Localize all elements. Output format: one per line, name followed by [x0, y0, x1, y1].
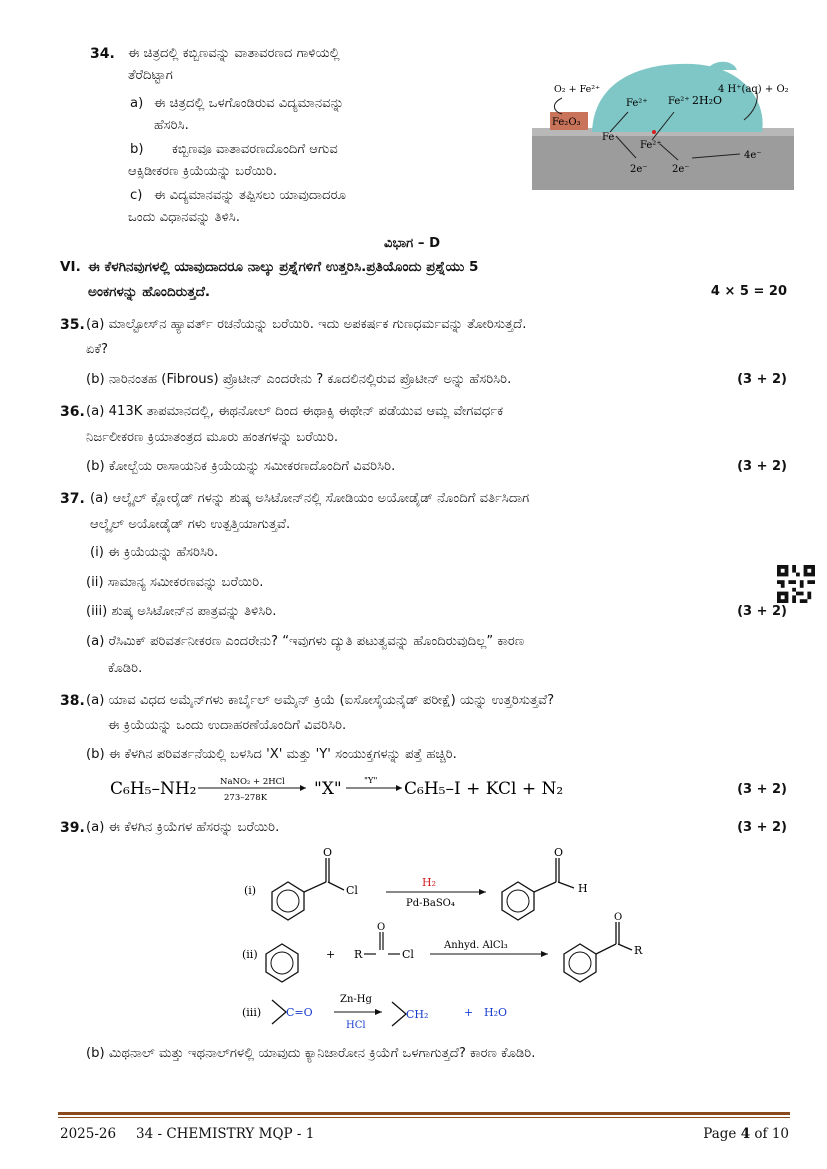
h-o2-label: 4 H⁺(aq) + O₂	[718, 84, 789, 95]
corrosion-figure	[532, 40, 794, 190]
q36-a-line1: (a) 413K ತಾಪಮಾನದಲ್ಲಿ, ಈಥನೋಲ್ ದಿಂದ ಈಥಾಕ್ಸಿ ಈಥೇನ್ ಪಡೆಯುವ ಆಮ್ಲ ವೇಗವರ್ಧಕ	[86, 404, 504, 419]
q37-iii: (iii) ಶುಷ್ಕ ಅಸಿಟೋನ್‌ನ ಪಾತ್ರವನ್ನು ತಿಳಿಸಿರಿ.	[86, 604, 277, 619]
e2-label-a: 2e⁻	[630, 164, 648, 175]
q36-number: 36.	[60, 404, 85, 420]
q39-a: (a) ಈ ಕೆಳಗಿನ ಕ್ರಿಯೆಗಳ ಹೆಸರನ್ನು ಬರೆಯಿರಿ.	[86, 820, 280, 835]
section-instruction-line2: ಅಂಕಗಳನ್ನು ಹೊಂದಿರುತ್ತದೆ.	[88, 284, 211, 300]
q38-a-line1: (a) ಯಾವ ವಿಧದ ಅಮೈನ್‌ಗಳು ಕಾರ್ಬೈಲ್ ಅಮೈನ್ ಕ್ರಿಯೆ (ಐಸೋಸೈಯನೈಡ್ ಪರೀಕ್ಷೆ) ಯನ್ನು ಉತ್ತರಿಸುತ್ತವೆ?	[86, 693, 555, 708]
reaction-2	[242, 912, 643, 982]
q37-marks: (3 + 2)	[737, 604, 787, 619]
r1-cl: Cl	[346, 884, 358, 897]
q35-a-line1: (a) ಮಾಲ್ಟೋಸ್‌ನ ಹ್ಯಾವರ್ತ್ ರಚನೆಯನ್ನು ಬರೆಯಿರಿ. ಇದು ಅಪಕರ್ಷಕ ಗುಣಧರ್ಮವನ್ನು ತೋರಿಸುತ್ತದೆ.	[86, 317, 527, 332]
r3-reagent-top: Zn-Hg	[340, 994, 372, 1005]
q34-c-line1: ಈ ವಿದ್ಯಮಾನವನ್ನು ತಪ್ಪಿಸಲು ಯಾವುದಾದರೂ	[154, 188, 346, 203]
r1-reagent-top: H₂	[422, 876, 437, 889]
r3-h2o: H₂O	[484, 1006, 508, 1019]
fe-label: Fe	[602, 132, 615, 143]
q35-marks: (3 + 2)	[737, 372, 787, 387]
r1-product-ch	[558, 882, 574, 888]
fe2o3-label: Fe₂O₃	[552, 117, 581, 128]
q38-a-line2: ಈ ಕ್ರಿಯೆಯನ್ನು ಒಂದು ಉದಾಹರಣೆಯೊಂದಿಗೆ ವಿವರಿಸಿರಿ.	[108, 718, 347, 733]
r2-product-ring	[569, 952, 591, 974]
q35-a-line2: ಏಕೆ?	[86, 342, 108, 357]
qr-code-icon	[776, 565, 816, 603]
q37-number: 37.	[60, 491, 85, 507]
section-marks: 4 × 5 = 20	[710, 284, 787, 299]
o2-fe-label: O₂ + Fe²⁺	[554, 84, 601, 95]
r3-product-skeleton	[392, 1002, 406, 1026]
r2-benzene-ring	[271, 952, 293, 974]
fe2-label-b: Fe²⁺	[668, 96, 690, 107]
r2-product-bond	[596, 944, 616, 954]
q34-c-label: c)	[130, 188, 143, 203]
q34-number: 34.	[90, 46, 115, 62]
q34-b-line1: ಕಬ್ಬಿಣವೂ ವಾತಾವರಣದೊಂದಿಗೆ ಆಗುವ	[172, 142, 338, 157]
r1-reagent-bottom: Pd-BaSO₄	[406, 898, 455, 909]
r3-arrowhead	[375, 1009, 382, 1015]
eq-y: "Y"	[364, 776, 378, 786]
r2-o: O	[377, 922, 386, 933]
q38-b: (b) ಈ ಕೆಳಗಿನ ಪರಿವರ್ತನೆಯಲ್ಲಿ ಬಳಸಿದ 'X' ಮತ್ತು 'Y' ಸಂಯುಕ್ತಗಳನ್ನು ಪತ್ತೆ ಹಚ್ಚಿರಿ.	[86, 747, 457, 762]
r2-cl: Cl	[402, 948, 414, 961]
r2-reagent-top: Anhyd. AlCl₃	[444, 940, 508, 951]
q38-number: 38.	[60, 693, 85, 709]
section-roman: VI.	[60, 259, 81, 275]
eq-reactant: C₆H₅–NH₂	[110, 779, 197, 799]
q37-b-line2: ಕೊಡಿರಿ.	[108, 661, 143, 676]
reaction-3	[242, 994, 507, 1031]
footer-page	[703, 1126, 789, 1142]
footer-page-suffix: of 10	[750, 1126, 789, 1142]
q34-a-line2: ಹೆಸರಿಸಿ.	[154, 118, 189, 133]
q39-reactions	[236, 842, 656, 1042]
r3-plus: +	[464, 1006, 474, 1019]
eq-arrowhead-2	[396, 785, 402, 791]
q34-b-line2: ಆಕ್ಸಿಡೀಕರಣ ಕ್ರಿಯೆಯನ್ನು ಬರೆಯಿರಿ.	[128, 164, 278, 179]
q36-b: (b) ಕೋಲ್ಬೆಯ ರಾಸಾಯನಿಕ ಕ್ರಿಯೆಯನ್ನು ಸಮೀಕರಣದೊಂದಿಗೆ ವಿವರಿಸಿರಿ.	[86, 459, 396, 474]
q39-number: 39.	[60, 820, 85, 836]
q39-marks: (3 + 2)	[737, 820, 787, 835]
r3-skeleton	[272, 1000, 286, 1024]
footer-title: 34 - CHEMISTRY MQP - 1	[136, 1126, 315, 1142]
r1-label: (i)	[244, 884, 257, 897]
q35-b: (b) ನಾರಿನಂತಹ (Fibrous) ಪ್ರೊಟೀನ್ ಎಂದರೇನು ? ಕೂದಲಿನಲ್ಲಿರುವ ಪ್ರೊಟೀನ್ ಅನ್ನು ಹೆಸರಿಸಿರಿ.	[86, 372, 512, 387]
section-instruction-line1: ಈ ಕೆಳಗಿನವುಗಳಲ್ಲಿ ಯಾವುದಾದರೂ ನಾಲ್ಕು ಪ್ರಶ್ನೆಗಳಿಗೆ ಉತ್ತರಿಸಿ.ಪ್ರತಿಯೊಂದು ಪ್ರಶ್ನೆಯು 5	[88, 259, 479, 275]
r2-plus: +	[326, 948, 336, 961]
r1-h: H	[578, 882, 588, 895]
q34-c-line2: ಒಂದು ವಿಧಾನವನ್ನು ತಿಳಿಸಿ.	[128, 210, 240, 225]
r1-product-o: O	[554, 846, 564, 859]
r1-bond	[304, 882, 326, 892]
q37-i: (i) ಈ ಕ್ರಿಯೆಯನ್ನು ಹೆಸರಿಸಿರಿ.	[90, 545, 219, 560]
eq-arrowhead-1	[300, 785, 306, 791]
r1-product-bond	[534, 882, 556, 892]
fe2-label-c: Fe²⁺	[640, 140, 662, 151]
r3-reagent-bottom: HCl	[346, 1020, 366, 1031]
q34-a-line1: ಈ ಚಿತ್ರದಲ್ಲಿ ಒಳಗೊಂಡಿರುವ ವಿದ್ಯಮಾನವನ್ನು	[154, 96, 344, 111]
q37-ii: (ii) ಸಾಮಾನ್ಯ ಸಮೀಕರಣವನ್ನು ಬರೆಯಿರಿ.	[86, 575, 264, 590]
r2-arrowhead	[541, 951, 548, 957]
footer-page-prefix: Page	[703, 1126, 741, 1142]
droplet-bulge	[707, 62, 737, 70]
eq-products: C₆H₅–I + KCl + N₂	[404, 779, 564, 799]
r2-r: R	[354, 948, 363, 961]
q37-a-line1: (a) ಆಲ್ಕೈಲ್ ಕ್ಲೋರೈಡ್ ಗಳನ್ನು ಶುಷ್ಕ ಅಸಿಟೋನ್‌ನಲ್ಲಿ ಸೋಡಿಯಂ ಅಯೋಡೈಡ್ ನೊಂದಿಗೆ ವರ್ತಿಸಿದಾಗ	[90, 491, 530, 506]
r2-product-o: O	[614, 912, 623, 923]
reaction-1	[244, 846, 588, 920]
e2-label-b: 2e⁻	[672, 164, 690, 175]
q38-marks: (3 + 2)	[737, 782, 787, 797]
q37-b-line1: (a) ರೆಸಿಮಿಕ್ ಪರಿವರ್ತನೀಕರಣ ಎಂದರೇನು? “ಇವುಗಳು ದ್ಯುತಿ ಪಟುತ್ವವನ್ನು ಹೊಂದಿರುವುದಿಲ್ಲ” ಕಾರಣ	[86, 634, 525, 649]
r2-product-cr	[618, 944, 632, 950]
r1-o: O	[323, 846, 333, 859]
r1-ccl-bond	[328, 882, 344, 890]
footer-rule-thin	[58, 1117, 790, 1118]
q36-marks: (3 + 2)	[737, 459, 787, 474]
r3-ch2: CH₂	[406, 1008, 429, 1021]
q34-stem-line2: ತೆರೆದಿಟ್ಟಾಗ	[128, 68, 173, 83]
q39-b: (b) ಮಿಥನಾಲ್ ಮತ್ತು ಇಥನಾಲ್‌ಗಳಲ್ಲಿ ಯಾವುದು ಕ್ಯಾನಿಜಾರೋನ ಕ್ರಿಯೆಗೆ ಒಳಗಾಗುತ್ತದೆ? ಕಾರಣ ಕೊಡಿರಿ.	[86, 1046, 536, 1061]
fe2-label-a: Fe²⁺	[626, 98, 648, 109]
q34-b-label: b)	[130, 142, 144, 157]
r3-label: (iii)	[242, 1006, 262, 1019]
q38-equation	[106, 770, 576, 806]
pit-marker	[652, 130, 656, 134]
q35-number: 35.	[60, 317, 85, 333]
e4-label: 4e⁻	[744, 150, 762, 161]
r1-arrowhead	[479, 889, 486, 895]
eq-reagent-bottom: 273–278K	[224, 793, 268, 803]
eq-x: "X"	[314, 779, 342, 799]
footer-rule-thick	[58, 1112, 790, 1115]
h2o-label: 2H₂O	[692, 94, 723, 107]
eq-reagent-top: NaNO₂ + 2HCl	[220, 777, 285, 787]
q37-a-line2: ಆಲ್ಕೈಲ್ ಅಯೋಡೈಡ್ ಗಳು ಉತ್ಪತ್ತಿಯಾಗುತ್ತವೆ.	[90, 517, 291, 532]
r2-product-r: R	[634, 944, 643, 957]
q34-a-label: a)	[130, 96, 144, 111]
r1-product-ring	[507, 890, 529, 912]
q34-stem-line1: ಈ ಚಿತ್ರದಲ್ಲಿ ಕಬ್ಬಿಣವನ್ನು ವಾತಾವರಣದ ಗಾಳಿಯಲ್ಲಿ	[128, 46, 340, 61]
r3-co: C=O	[286, 1006, 313, 1019]
footer-year: 2025-26	[60, 1126, 117, 1142]
footer-page-number: 4	[740, 1126, 751, 1142]
q36-a-line2: ನಿರ್ಜಲೀಕರಣ ಕ್ರಿಯಾತಂತ್ರದ ಮೂರು ಹಂತಗಳನ್ನು ಬರೆಯಿರಿ.	[86, 430, 339, 445]
r1-benzene-ring	[277, 890, 299, 912]
r2-label: (ii)	[242, 948, 258, 961]
section-title: ವಿಭಾಗ – D	[384, 236, 441, 251]
